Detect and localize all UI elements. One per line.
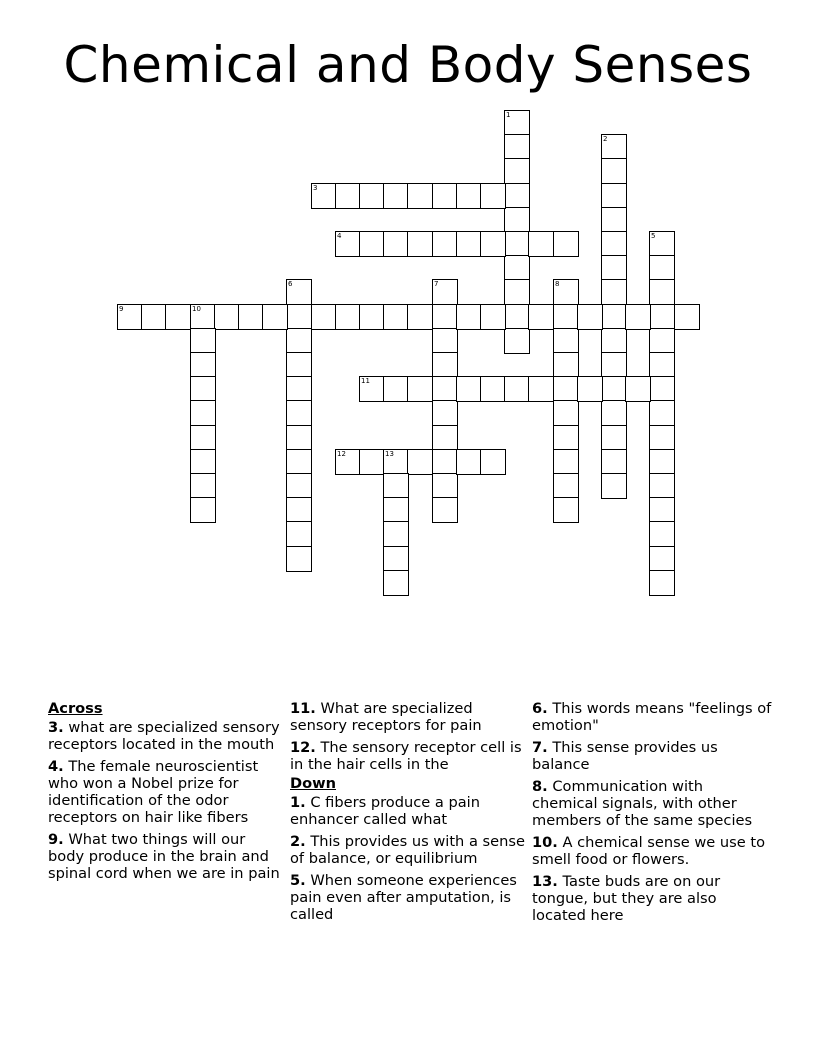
grid-cell[interactable] xyxy=(190,400,216,426)
clue-text: The sensory receptor cell is in the hair cells in the xyxy=(290,739,522,773)
clue-text: The female neuroscientist who won a Nobel prize for identification of the odor receptors on hair like fibers xyxy=(48,758,259,826)
grid-cell[interactable] xyxy=(504,158,530,184)
grid-cell[interactable] xyxy=(407,183,433,209)
clue-number: 3. xyxy=(48,719,64,736)
grid-cell[interactable] xyxy=(286,328,312,354)
clue-number: 7. xyxy=(532,739,548,756)
grid-cell[interactable] xyxy=(432,473,458,499)
clue-down-10 xyxy=(532,834,772,868)
grid-cell[interactable] xyxy=(359,183,385,209)
grid-cell[interactable] xyxy=(456,304,482,330)
grid-cell[interactable] xyxy=(553,352,579,378)
grid-cell[interactable] xyxy=(553,231,579,257)
clue-text: What are specialized sensory receptors for pain xyxy=(290,700,482,734)
grid-cell[interactable] xyxy=(383,497,409,523)
grid-cell[interactable] xyxy=(190,304,216,330)
grid-cell[interactable] xyxy=(553,449,579,475)
grid-cell[interactable] xyxy=(601,449,627,475)
grid-cell[interactable] xyxy=(601,425,627,451)
clue-text: Taste buds are on our tongue, but they are also located here xyxy=(532,873,721,924)
grid-cell[interactable] xyxy=(432,231,458,257)
grid-cell[interactable] xyxy=(359,376,385,402)
clue-number: 5. xyxy=(290,872,306,889)
grid-cell[interactable] xyxy=(432,352,458,378)
grid-cell[interactable] xyxy=(456,183,482,209)
grid-cell[interactable] xyxy=(286,521,312,547)
grid-cell[interactable] xyxy=(601,231,627,257)
grid-cell[interactable] xyxy=(480,231,506,257)
cell-number: 12 xyxy=(337,450,346,458)
clue-down-5 xyxy=(290,872,525,923)
clue-number: 6. xyxy=(532,700,548,717)
grid-cell[interactable] xyxy=(407,304,433,330)
clue-text: A chemical sense we use to smell food or flowers. xyxy=(532,834,766,868)
grid-cell[interactable] xyxy=(553,400,579,426)
grid-cell[interactable] xyxy=(286,352,312,378)
cell-number: 11 xyxy=(361,377,370,385)
grid-cell[interactable] xyxy=(553,376,579,402)
clue-down-13 xyxy=(532,873,772,924)
grid-cell[interactable] xyxy=(553,425,579,451)
grid-cell[interactable] xyxy=(480,376,506,402)
clues-column-1 xyxy=(48,700,283,887)
grid-cell[interactable] xyxy=(335,304,361,330)
clue-text: When someone experiences pain even after amputation, is called xyxy=(290,872,517,923)
grid-cell[interactable] xyxy=(286,400,312,426)
grid-cell[interactable] xyxy=(504,304,530,330)
grid-cell[interactable] xyxy=(553,304,579,330)
grid-cell[interactable] xyxy=(456,376,482,402)
grid-cell[interactable] xyxy=(601,183,627,209)
grid-cell[interactable] xyxy=(649,352,675,378)
grid-cell[interactable] xyxy=(141,304,167,330)
grid-cell[interactable] xyxy=(286,279,312,305)
grid-cell[interactable] xyxy=(432,449,458,475)
clue-number: 2. xyxy=(290,833,306,850)
cell-number: 7 xyxy=(434,280,439,288)
clue-number: 10. xyxy=(532,834,558,851)
grid-cell[interactable] xyxy=(649,546,675,572)
clue-text: C fibers produce a pain enhancer called what xyxy=(290,794,480,828)
grid-cell[interactable] xyxy=(649,328,675,354)
grid-cell[interactable] xyxy=(601,400,627,426)
cell-number: 4 xyxy=(337,232,342,240)
grid-cell[interactable] xyxy=(504,279,530,305)
grid-cell[interactable] xyxy=(601,279,627,305)
cell-number: 3 xyxy=(313,184,318,192)
grid-cell[interactable] xyxy=(601,134,627,160)
grid-cell[interactable] xyxy=(238,304,264,330)
grid-cell[interactable] xyxy=(649,304,675,330)
grid-cell[interactable] xyxy=(553,473,579,499)
clue-down-6 xyxy=(532,700,772,734)
grid-cell[interactable] xyxy=(335,231,361,257)
grid-cell[interactable] xyxy=(432,279,458,305)
grid-cell[interactable] xyxy=(601,304,627,330)
clue-number: 8. xyxy=(532,778,548,795)
grid-cell[interactable] xyxy=(601,376,627,402)
grid-cell[interactable] xyxy=(649,279,675,305)
grid-cell[interactable] xyxy=(190,376,216,402)
clue-across-4 xyxy=(48,758,283,826)
cell-number: 2 xyxy=(603,135,608,143)
grid-cell[interactable] xyxy=(432,376,458,402)
clue-text: This sense provides us balance xyxy=(532,739,718,773)
grid-cell[interactable] xyxy=(456,231,482,257)
clue-down-8 xyxy=(532,778,772,829)
grid-cell[interactable] xyxy=(407,376,433,402)
grid-cell[interactable] xyxy=(165,304,191,330)
grid-cell[interactable] xyxy=(383,231,409,257)
grid-cell[interactable] xyxy=(286,425,312,451)
grid-cell[interactable] xyxy=(504,255,530,281)
grid-cell[interactable] xyxy=(504,207,530,233)
grid-cell[interactable] xyxy=(649,473,675,499)
grid-cell[interactable] xyxy=(311,183,337,209)
grid-cell[interactable] xyxy=(432,400,458,426)
clue-down-2 xyxy=(290,833,525,867)
grid-cell[interactable] xyxy=(286,546,312,572)
grid-cell[interactable] xyxy=(504,110,530,136)
grid-cell[interactable] xyxy=(528,231,554,257)
grid-cell[interactable] xyxy=(577,304,603,330)
cell-number: 1 xyxy=(506,111,511,119)
grid-cell[interactable] xyxy=(383,521,409,547)
grid-cell[interactable] xyxy=(190,352,216,378)
grid-cell[interactable] xyxy=(674,304,700,330)
grid-cell[interactable] xyxy=(432,183,458,209)
clue-number: 1. xyxy=(290,794,306,811)
grid-cell[interactable] xyxy=(432,497,458,523)
clue-number: 13. xyxy=(532,873,558,890)
grid-cell[interactable] xyxy=(480,183,506,209)
grid-cell[interactable] xyxy=(432,425,458,451)
clue-down-7 xyxy=(532,739,772,773)
across-heading: Across xyxy=(48,700,103,717)
grid-cell[interactable] xyxy=(649,400,675,426)
grid-cell[interactable] xyxy=(504,231,530,257)
clues-column-3 xyxy=(532,700,772,929)
page-title: Chemical and Body Senses xyxy=(63,36,753,94)
grid-cell[interactable] xyxy=(528,376,554,402)
clue-number: 9. xyxy=(48,831,64,848)
clues-column-2 xyxy=(290,700,525,928)
grid-cell[interactable] xyxy=(504,328,530,354)
grid-cell[interactable] xyxy=(359,231,385,257)
grid-cell[interactable] xyxy=(649,497,675,523)
grid-cell[interactable] xyxy=(286,449,312,475)
grid-cell[interactable] xyxy=(383,304,409,330)
grid-cell[interactable] xyxy=(601,255,627,281)
grid-cell[interactable] xyxy=(553,328,579,354)
grid-cell[interactable] xyxy=(286,497,312,523)
clue-text: What two things will our body produce in the brain and spinal cord when we are in pain xyxy=(48,831,280,882)
grid-cell[interactable] xyxy=(649,449,675,475)
grid-cell[interactable] xyxy=(407,449,433,475)
grid-cell[interactable] xyxy=(117,304,143,330)
clue-number: 12. xyxy=(290,739,316,756)
clue-across-9 xyxy=(48,831,283,882)
grid-cell[interactable] xyxy=(480,449,506,475)
grid-cell[interactable] xyxy=(383,546,409,572)
grid-cell[interactable] xyxy=(649,231,675,257)
grid-cell[interactable] xyxy=(383,449,409,475)
grid-cell[interactable] xyxy=(432,328,458,354)
grid-cell[interactable] xyxy=(649,255,675,281)
clue-text: Communication with chemical signals, with other members of the same species xyxy=(532,778,753,829)
grid-cell[interactable] xyxy=(262,304,288,330)
grid-cell[interactable] xyxy=(190,425,216,451)
grid-cell[interactable] xyxy=(286,304,312,330)
clue-across-11 xyxy=(290,700,525,734)
grid-cell[interactable] xyxy=(335,449,361,475)
cell-number: 8 xyxy=(555,280,560,288)
grid-cell[interactable] xyxy=(649,521,675,547)
grid-cell[interactable] xyxy=(190,497,216,523)
grid-cell[interactable] xyxy=(383,570,409,596)
grid-cell[interactable] xyxy=(601,158,627,184)
grid-cell[interactable] xyxy=(504,376,530,402)
grid-cell[interactable] xyxy=(190,449,216,475)
grid-cell[interactable] xyxy=(649,376,675,402)
grid-cell[interactable] xyxy=(649,570,675,596)
grid-cell[interactable] xyxy=(601,328,627,354)
clue-across-3 xyxy=(48,719,283,753)
grid-cell[interactable] xyxy=(577,376,603,402)
grid-cell[interactable] xyxy=(311,304,337,330)
grid-cell[interactable] xyxy=(190,328,216,354)
grid-cell[interactable] xyxy=(383,473,409,499)
grid-cell[interactable] xyxy=(625,304,651,330)
clue-text: This words means "feelings of emotion" xyxy=(532,700,772,734)
clue-text: This provides us with a sense of balance, or equilibrium xyxy=(290,833,525,867)
grid-cell[interactable] xyxy=(504,134,530,160)
grid-cell[interactable] xyxy=(214,304,240,330)
grid-cell[interactable] xyxy=(480,304,506,330)
grid-cell[interactable] xyxy=(601,473,627,499)
grid-cell[interactable] xyxy=(286,376,312,402)
cell-number: 6 xyxy=(288,280,293,288)
clue-text: what are specialized sensory receptors located in the mouth xyxy=(48,719,280,753)
grid-cell[interactable] xyxy=(553,497,579,523)
grid-cell[interactable] xyxy=(359,304,385,330)
grid-cell[interactable] xyxy=(553,279,579,305)
grid-cell[interactable] xyxy=(407,231,433,257)
grid-cell[interactable] xyxy=(601,352,627,378)
cell-number: 13 xyxy=(385,450,394,458)
clue-across-12 xyxy=(290,739,525,773)
grid-cell[interactable] xyxy=(625,376,651,402)
grid-cell[interactable] xyxy=(335,183,361,209)
grid-cell[interactable] xyxy=(649,425,675,451)
cell-number: 5 xyxy=(651,232,656,240)
cell-number: 9 xyxy=(119,305,124,313)
grid-cell[interactable] xyxy=(456,449,482,475)
grid-cell[interactable] xyxy=(528,304,554,330)
grid-cell[interactable] xyxy=(286,473,312,499)
grid-cell[interactable] xyxy=(504,183,530,209)
grid-cell[interactable] xyxy=(601,207,627,233)
clue-number: 4. xyxy=(48,758,64,775)
grid-cell[interactable] xyxy=(383,376,409,402)
grid-cell[interactable] xyxy=(432,304,458,330)
grid-cell[interactable] xyxy=(359,449,385,475)
down-heading: Down xyxy=(290,775,337,792)
clue-down-1 xyxy=(290,794,525,828)
grid-cell[interactable] xyxy=(190,473,216,499)
cell-number: 10 xyxy=(192,305,201,313)
clue-number: 11. xyxy=(290,700,316,717)
grid-cell[interactable] xyxy=(383,183,409,209)
